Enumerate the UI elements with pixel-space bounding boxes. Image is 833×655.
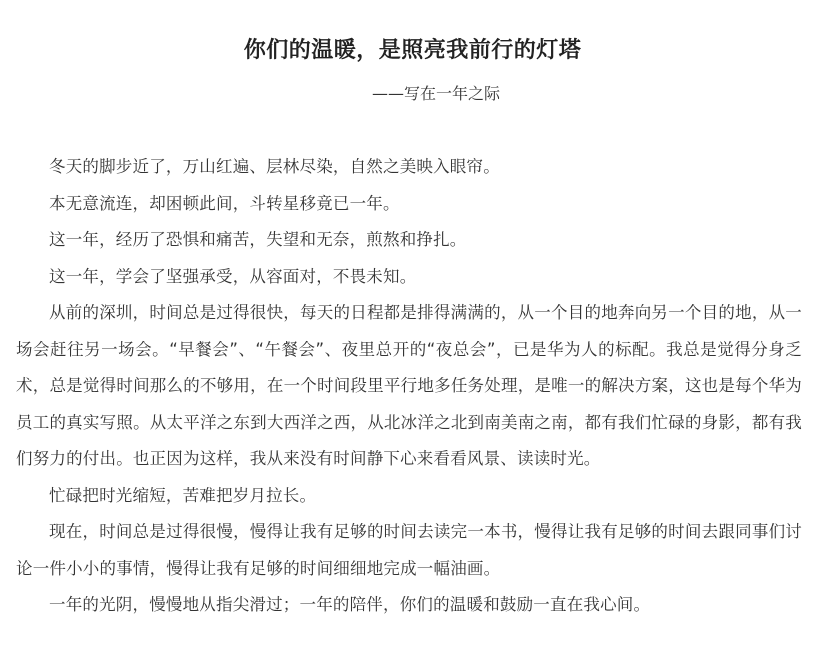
- article-body: [16, 149, 802, 624]
- paragraph-1: 冬天的脚步近了，万山红遍、层林尽染，自然之美映入眼帘。: [49, 157, 500, 176]
- paragraph-8: 一年的光阴，慢慢地从指尖滑过；一年的陪伴，你们的温暖和鼓励一直在我心间。: [49, 595, 651, 614]
- paragraph-6: 忙碌把时光缩短，苦难把岁月拉长。: [49, 485, 317, 505]
- paragraph-3: 这一年，经历了恐惧和痛苦，失望和无奈，煎熬和挣扎。: [49, 230, 467, 249]
- paragraph-4: 这一年，学会了坚强承受，从容面对，不畏未知。: [49, 266, 417, 286]
- paragraph-7: 现在，时间总是过得很慢，慢得让我有足够的时间去读完一本书，慢得让我有足够的时间去跟同事们讨论一件小小的事情，慢得让我有足够的时间细细地完成一幅油画。: [16, 522, 802, 578]
- paragraph-2: 本无意流连，却困顿此间，斗转星移竟已一年。: [49, 193, 400, 213]
- paragraph-5: 从前的深圳，时间总是过得很快，每天的日程都是排得满满的，从一个目的地奔向另一个目的地，从一场会赶往另一场会。“早餐会”、“午餐会”、夜里总开的“夜总会”，已是华为人的标配。我总是觉得分身乏术，总是觉得时间那么的不够用，在一个时间段里平行地多任务处理，是唯一的解决方案，这也是每个华为员工的真实写照。从太平洋之东到大西洋之西，从北冰洋之北到南美南之南，都有我们忙碌的身影，都有我们努力的付出。也正因为这样，我从来没有时间静下心来看看风景、读读时光。: [16, 303, 802, 468]
- article-subtitle: ——写在一年之际: [372, 84, 501, 103]
- article-title: 你们的温暖，是照亮我前行的灯塔: [243, 38, 582, 63]
